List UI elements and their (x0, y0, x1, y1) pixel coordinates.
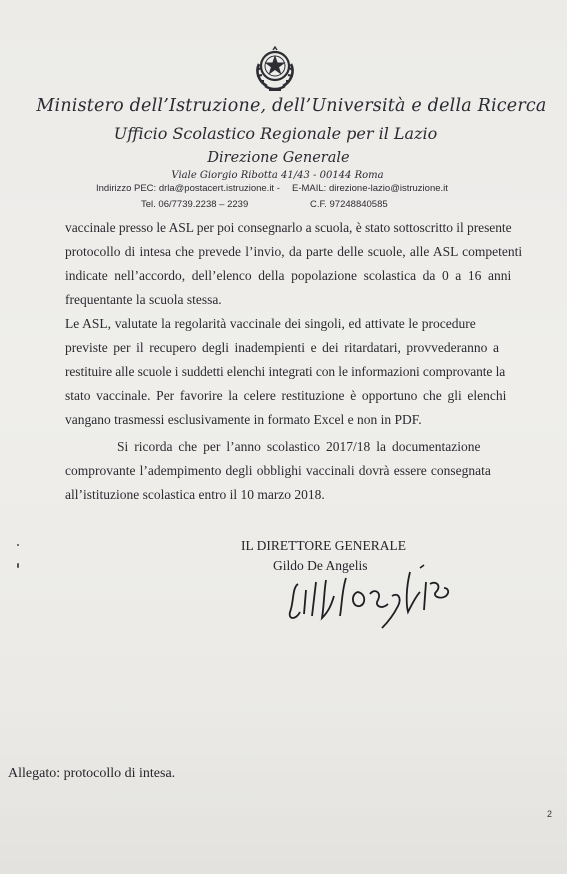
regional-office-title: Ufficio Scolastico Regionale per il Lazio (113, 124, 438, 143)
body-line: all’istituzione scolastica entro il 10 marzo 2018. (65, 487, 325, 502)
fiscal-code: C.F. 97248840585 (310, 199, 388, 210)
pec-address: Indirizzo PEC: drla@postacert.istruzione.it - (96, 183, 280, 194)
body-line: stato vaccinale. Per favorire la celere restituzione è opportuno che gli elenchi (65, 388, 507, 403)
signature-title: IL DIRETTORE GENERALE (241, 538, 406, 553)
handwritten-signature (270, 552, 460, 632)
body-line: frequentante la scuola stessa. (65, 292, 222, 307)
body-line: vaccinale presso le ASL per poi consegnarlo a scuola, è stato sottoscritto il presente (65, 220, 512, 235)
telephone-number: Tel. 06/7739.2238 – 2239 (141, 199, 249, 210)
signatory-name: Gildo De Angelis (273, 558, 368, 573)
body-line: Si ricorda che per l’anno scolastico 2017/18 la documentazione (117, 439, 481, 454)
italian-republic-emblem-icon (251, 44, 299, 94)
body-line: vangano trasmessi esclusivamente in formato Excel e non in PDF. (65, 412, 422, 427)
email-address: E-MAIL: direzione-lazio@istruzione.it (292, 183, 448, 194)
ministry-title: Ministero dell’Istruzione, dell’Università e della Ricerca (36, 96, 547, 116)
direction-title: Direzione Generale (207, 150, 350, 166)
body-line: comprovante l’adempimento degli obblighi vaccinali dovrà essere consegnata (65, 463, 491, 478)
body-line: indicate nell’accordo, dell’elenco della popolazione scolastica da 0 a 16 anni (65, 268, 512, 283)
page-number: 2 (547, 809, 553, 819)
body-line: previste per il recupero degli inadempienti e dei ritardatari, provvederanno a (65, 340, 499, 355)
body-line: restituire alle scuole i suddetti elenchi integrati con le informazioni comprovante la (65, 364, 506, 379)
body-line: protocollo di intesa che prevede l’invio, da parte delle scuole, alle ASL competenti (65, 244, 523, 259)
paper-speck (17, 544, 19, 546)
office-address: Viale Giorgio Ribotta 41/43 - 00144 Roma (171, 170, 384, 181)
paper-speck (17, 563, 19, 568)
attachment-note: Allegato: protocollo di intesa. (8, 766, 176, 781)
body-line: Le ASL, valutate la regolarità vaccinale dei singoli, ed attivate le procedure (65, 316, 476, 331)
